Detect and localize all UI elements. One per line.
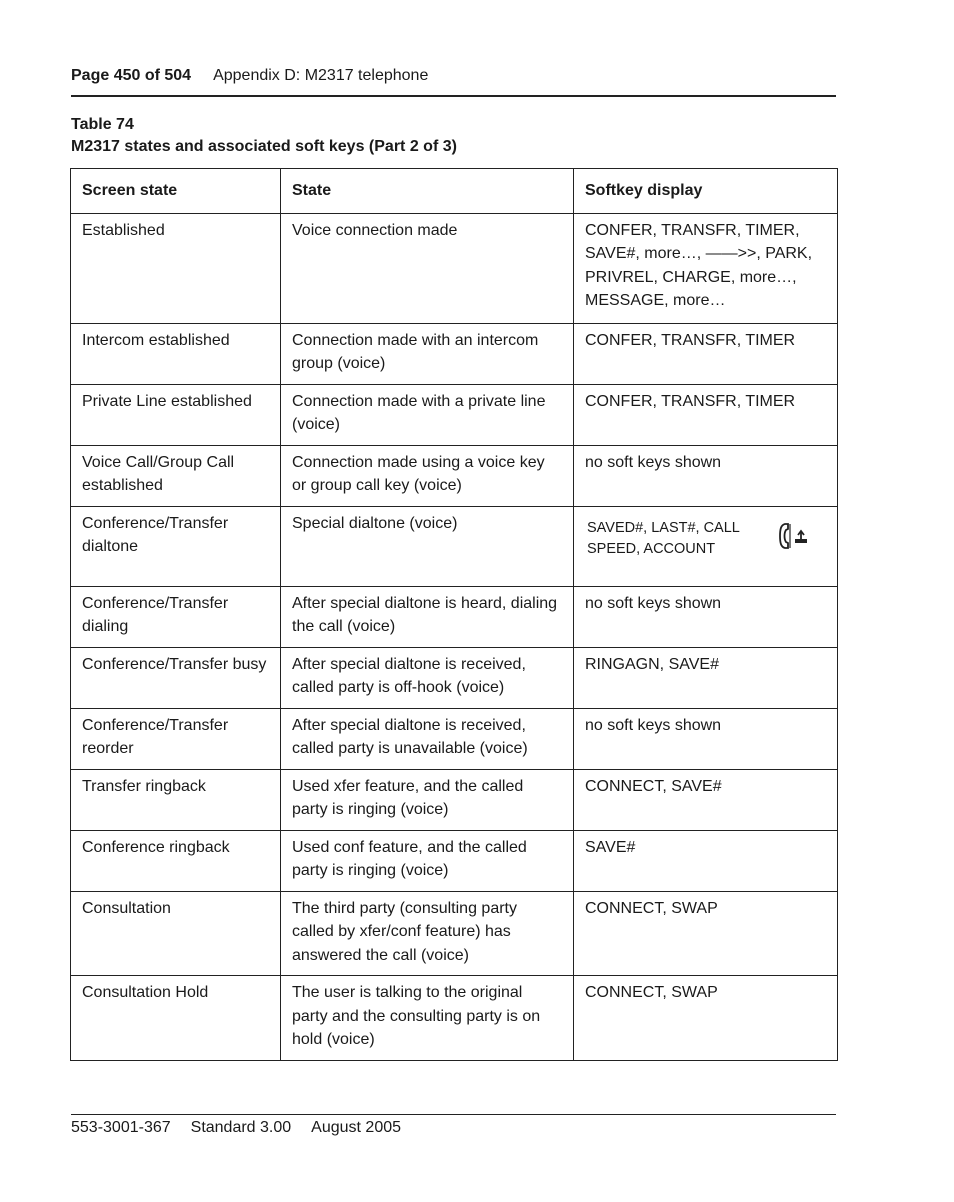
state-cell: After special dialtone is received, called party is off-hook (voice) <box>281 647 574 708</box>
table-row <box>71 891 838 976</box>
softkey-cell: CONNECT, SWAP <box>574 976 838 1061</box>
state-cell: Connection made with a private line (voice) <box>281 384 574 445</box>
standard-version: Standard 3.00 <box>190 1119 292 1136</box>
state-cell: Used xfer feature, and the called party is ringing (voice) <box>281 769 574 830</box>
publication-date: August 2005 <box>311 1119 402 1136</box>
softkey-cell: no soft keys shown <box>574 708 838 769</box>
screen-state-cell: Intercom established <box>71 323 281 384</box>
state-cell: Voice connection made <box>281 213 574 323</box>
screen-state-cell: Conference ringback <box>71 830 281 891</box>
table-title: M2317 states and associated soft keys (Part 2 of 3) <box>71 138 457 155</box>
state-cell: Connection made using a voice key or group call key (voice) <box>281 445 574 506</box>
softkey-states-table <box>70 168 838 1061</box>
table-row <box>71 708 838 769</box>
page-footer <box>71 1118 421 1138</box>
table-row <box>71 769 838 830</box>
document-number: 553-3001-367 <box>71 1119 171 1136</box>
table-row <box>71 647 838 708</box>
handset-offhook-icon <box>779 521 813 559</box>
screen-state-cell: Private Line established <box>71 384 281 445</box>
softkey-list: SAVED#, LAST#, CALL SPEED, ACCOUNT <box>587 519 740 557</box>
state-cell: Used conf feature, and the called party is ringing (voice) <box>281 830 574 891</box>
state-cell: Special dialtone (voice) <box>281 506 574 586</box>
table-row <box>71 323 838 384</box>
footer-rule <box>71 1114 836 1115</box>
state-cell: The user is talking to the original party and the consulting party is on hold (voice) <box>281 976 574 1061</box>
softkey-cell: CONFER, TRANSFR, TIMER <box>574 384 838 445</box>
screen-state-cell: Transfer ringback <box>71 769 281 830</box>
state-cell: After special dialtone is received, called party is unavailable (voice) <box>281 708 574 769</box>
screen-state-cell: Consultation <box>71 891 281 976</box>
softkey-cell: CONNECT, SWAP <box>574 891 838 976</box>
screen-state-cell: Voice Call/Group Call established <box>71 445 281 506</box>
section-title: Appendix D: M2317 telephone <box>213 67 429 84</box>
softkey-cell: no soft keys shown <box>574 586 838 647</box>
state-cell: After special dialtone is heard, dialing the call (voice) <box>281 586 574 647</box>
table-row <box>71 506 838 586</box>
header-rule <box>71 95 836 97</box>
table-number: Table 74 <box>71 116 134 133</box>
table-header-row <box>71 169 838 214</box>
table-row <box>71 445 838 506</box>
softkey-cell: no soft keys shown <box>574 445 838 506</box>
table-row <box>71 213 838 323</box>
state-cell: The third party (consulting party called by xfer/conf feature) has answered the call (voice) <box>281 891 574 976</box>
softkey-cell: SAVE# <box>574 830 838 891</box>
table-row <box>71 830 838 891</box>
screen-state-cell: Established <box>71 213 281 323</box>
page-number: Page 450 of 504 <box>71 67 192 84</box>
column-header-state: State <box>281 169 574 214</box>
table-caption <box>71 114 836 158</box>
softkey-cell <box>574 506 838 586</box>
screen-state-cell: Conference/Transfer busy <box>71 647 281 708</box>
column-header-softkey-display: Softkey display <box>574 169 838 214</box>
screen-state-cell: Consultation Hold <box>71 976 281 1061</box>
screen-state-cell: Conference/Transfer dialing <box>71 586 281 647</box>
screen-state-cell: Conference/Transfer reorder <box>71 708 281 769</box>
table-row <box>71 976 838 1061</box>
table-row <box>71 384 838 445</box>
state-cell: Connection made with an intercom group (voice) <box>281 323 574 384</box>
table-row <box>71 586 838 647</box>
screen-state-cell: Conference/Transfer dialtone <box>71 506 281 586</box>
column-header-screen-state: Screen state <box>71 169 281 214</box>
softkey-cell: CONFER, TRANSFR, TIMER <box>574 323 838 384</box>
softkey-cell: CONNECT, SAVE# <box>574 769 838 830</box>
page-header <box>71 66 836 86</box>
softkey-cell: CONFER, TRANSFR, TIMER, SAVE#, more…, ——>>, PARK, PRIVREL, CHARGE, more…, MESSAGE, more… <box>574 213 838 323</box>
softkey-cell: RINGAGN, SAVE# <box>574 647 838 708</box>
